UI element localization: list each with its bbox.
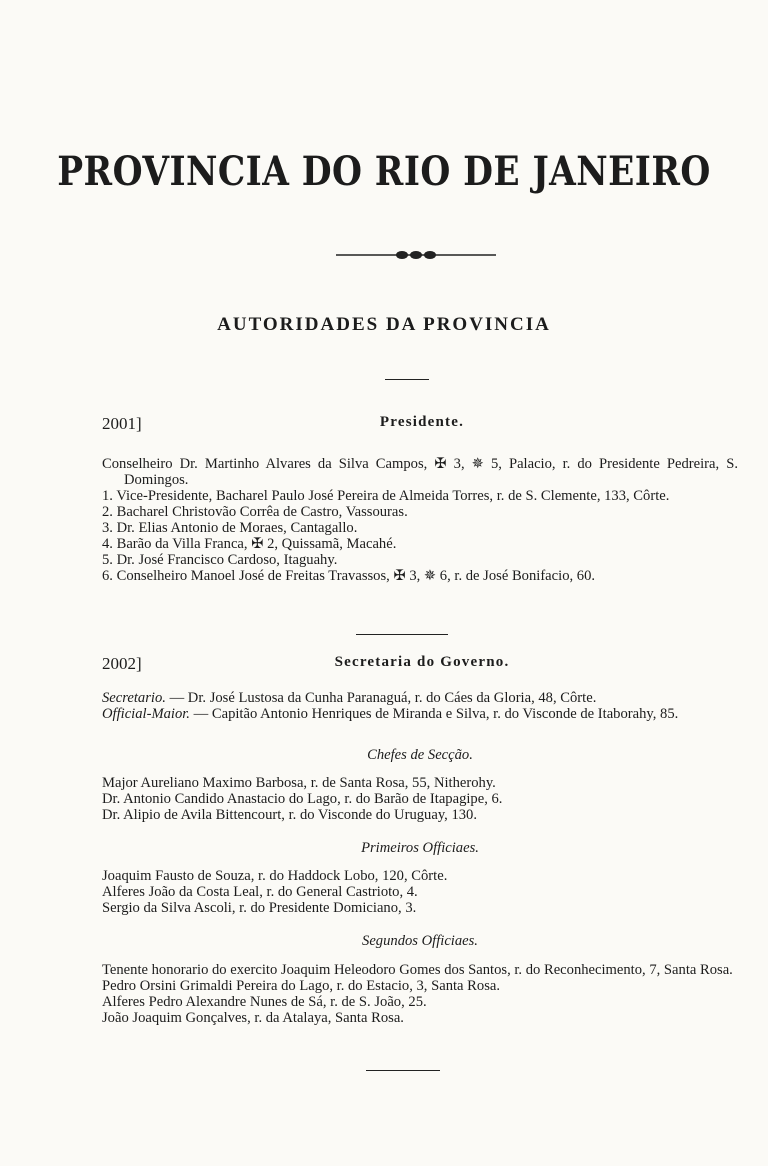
role-text: — Capitão Antonio Henriques de Miranda e Silva, r. do Visconde de Itaborahy, 85. [193, 706, 679, 722]
list-item: Conselheiro Dr. Martinho Alvares da Silva Campos, ✠ 3, ✵ 5, Palacio, r. do Presidente Pedreira, S. Domingos. [102, 456, 738, 488]
list-item [102, 690, 738, 706]
section-heading: Presidente. [379, 414, 465, 430]
section-header-secretaria [102, 654, 742, 676]
list-item: Joaquim Fausto de Souza, r. do Haddock Lobo, 120, Côrte. [102, 868, 448, 884]
list-item: Dr. Antonio Candido Anastacio do Lago, r. do Barão de Itapagipe, 6. [102, 791, 503, 807]
segundos-entries [102, 962, 738, 1026]
list-item: Pedro Orsini Grimaldi Pereira do Lago, r. do Estacio, 3, Santa Rosa. [102, 978, 501, 994]
subsection-heading: Segundos Officiaes. [362, 933, 478, 949]
ornament-divider [336, 248, 496, 262]
subsection-heading: Primeiros Officiaes. [361, 840, 479, 856]
section-subtitle: AUTORIDADES DA PROVINCIA [217, 314, 551, 335]
list-item: Tenente honorario do exercito Joaquim Heleodoro Gomes dos Santos, r. do Reconhecimento, 7, Santa Rosa. [102, 962, 733, 978]
list-item: Alferes Pedro Alexandre Nunes de Sá, r. de S. João, 25. [102, 994, 427, 1010]
secretaria-intro [102, 690, 738, 722]
list-item [102, 706, 738, 722]
list-item: Alferes João da Costa Leal, r. do General Castrioto, 4. [102, 884, 418, 900]
role-text: — Dr. José Lustosa da Cunha Paranaguá, r. do Cáes da Gloria, 48, Côrte. [169, 690, 597, 706]
chefes-entries [102, 775, 738, 823]
role-label: Secretario. [102, 690, 166, 706]
list-item: Sergio da Silva Ascoli, r. do Presidente Domiciano, 3. [102, 900, 417, 916]
page-title: PROVINCIA DO RIO DE JANEIRO [57, 148, 711, 195]
subsection-heading: Chefes de Secção. [367, 747, 473, 763]
short-rule [385, 379, 429, 380]
list-item: 5. Dr. José Francisco Cardoso, Itaguahy. [102, 552, 338, 568]
presidente-entries [102, 456, 738, 584]
role-label: Official-Maior. [102, 706, 190, 722]
list-item: 3. Dr. Elias Antonio de Moraes, Cantagallo. [102, 520, 358, 536]
section-heading: Secretaria do Governo. [334, 654, 510, 670]
list-item: Major Aureliano Maximo Barbosa, r. de Santa Rosa, 55, Nitherohy. [102, 775, 496, 791]
primeiros-entries [102, 868, 738, 916]
list-item: 6. Conselheiro Manoel José de Freitas Travassos, ✠ 3, ✵ 6, r. de José Bonifacio, 60. [102, 568, 596, 584]
list-item: Dr. Alipio de Avila Bittencourt, r. do Visconde do Uruguay, 130. [102, 807, 478, 823]
section-number: 2002] [102, 654, 142, 673]
list-item: João Joaquim Gonçalves, r. da Atalaya, Santa Rosa. [102, 1010, 404, 1026]
section-number: 2001] [102, 414, 142, 433]
section-rule [356, 634, 448, 635]
section-header-presidente [102, 414, 742, 436]
bottom-rule [366, 1070, 440, 1071]
list-item: 1. Vice-Presidente, Bacharel Paulo José Pereira de Almeida Torres, r. de S. Clemente, 133, Côrte. [102, 488, 670, 504]
list-item: 4. Barão da Villa Franca, ✠ 2, Quissamã, Macahé. [102, 536, 397, 552]
list-item: 2. Bacharel Christovão Corrêa de Castro, Vassouras. [102, 504, 408, 520]
